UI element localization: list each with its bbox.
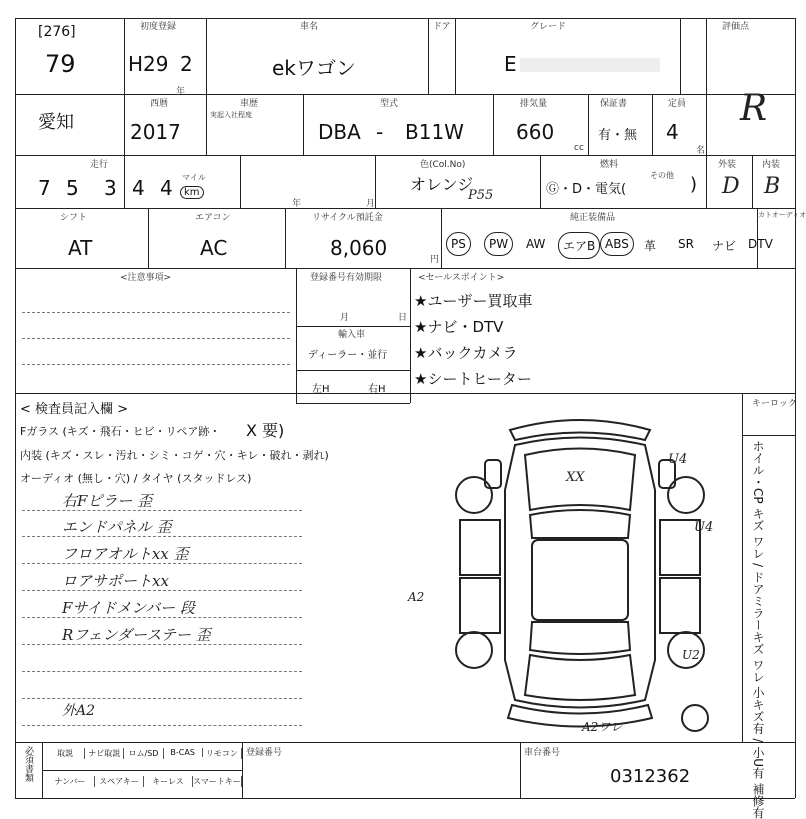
frame-left <box>15 18 16 798</box>
r5-v1 <box>296 268 297 403</box>
r3-v3 <box>540 155 541 208</box>
r3-v2 <box>375 155 376 208</box>
mile-unit: マイル <box>182 173 206 182</box>
month-unit-2: 月 <box>366 199 376 209</box>
mileage-digit-1: 7 <box>38 176 51 200</box>
import-label: 輸入車 <box>338 330 366 340</box>
car-rear-window <box>530 622 630 654</box>
lot-bracket: [276] <box>38 24 76 40</box>
note-line-3 <box>22 563 302 564</box>
color-code: P55 <box>468 188 494 203</box>
r1-v1 <box>124 18 125 208</box>
key-label: キーロック <box>752 399 797 409</box>
wheel-front-right <box>668 477 704 513</box>
note-line-4 <box>22 590 302 591</box>
year-label: 西暦 <box>150 99 169 109</box>
grade-value: E <box>504 52 517 76</box>
row-sep-4 <box>15 268 795 269</box>
b-h1 <box>42 770 242 771</box>
area-value: 愛知 <box>38 112 74 133</box>
row-sep-6 <box>15 742 795 743</box>
r1-v4 <box>455 18 456 94</box>
recycle-yen: 円 <box>430 255 440 265</box>
score-label: 評価点 <box>722 22 750 32</box>
km-unit-text: km <box>184 187 200 198</box>
cc-unit: cc <box>574 143 584 153</box>
chassis-no-label: 車台番号 <box>524 748 561 758</box>
spare-circle <box>682 705 708 731</box>
era-month: 2 <box>180 52 193 76</box>
equipment-extra-label: カトオーディオ <box>758 211 806 219</box>
era-year: H29 <box>128 52 169 76</box>
caution-line-1 <box>22 312 290 313</box>
note-line-7 <box>22 671 302 672</box>
fuel-other: その他 <box>650 171 674 180</box>
grade-label: グレード <box>530 22 567 32</box>
caution-line-2 <box>22 338 290 339</box>
r1-v6 <box>706 18 707 208</box>
capacity-label: 定員 <box>668 99 687 109</box>
r1-v5 <box>680 18 681 94</box>
r5-h-box3 <box>296 403 410 404</box>
wheel-rear-left <box>456 632 492 668</box>
hw-note-3: フロアオルトxx 歪 <box>62 545 189 563</box>
bottom-side-label: 必須書類 <box>23 746 33 782</box>
diagram-mark-u4-top: U4 <box>668 452 688 467</box>
hw-note-bottom: 外A2 <box>62 703 96 719</box>
hw-note-6: Rフェンダーステー 歪 <box>62 626 211 644</box>
diagram-mark-xx: XX <box>566 470 585 485</box>
mileage-digit-4: 4 <box>132 176 145 200</box>
r1-v2 <box>206 18 207 94</box>
sales-point-4: ★シートヒーター <box>414 370 532 388</box>
equipment-item-aw: AW <box>526 237 546 251</box>
check-bottom_checks-0: 取説 <box>46 748 85 759</box>
hw-note-1: 右Fピラー 歪 <box>62 492 153 510</box>
year-unit-2: 年 <box>292 199 302 209</box>
shaken-label: 車歴 <box>240 99 259 109</box>
door-rear-left <box>460 578 500 633</box>
car-trunk <box>525 655 635 700</box>
r2-v4 <box>588 94 589 155</box>
hw-note-5: Fサイドメンバー 段 <box>62 599 195 617</box>
cc-value: 660 <box>516 120 555 144</box>
diagram-mark-a2-bottom: A2ワレ <box>582 720 623 734</box>
row-sep-5 <box>15 393 795 394</box>
r4-v2 <box>285 208 286 268</box>
check-bottom_checks2-0: ナンバー <box>46 776 95 787</box>
car-roof <box>532 540 628 620</box>
wheel-front-left <box>456 477 492 513</box>
equipment-item-ps: PS <box>446 232 471 256</box>
key-col-left <box>742 393 743 742</box>
year-value: 2017 <box>130 120 181 144</box>
sales-points-label: <セールスポイント> <box>418 273 505 283</box>
r2-v5 <box>652 94 653 155</box>
steering-right: 右H <box>368 384 386 395</box>
check-bottom_checks-4: リモコン <box>203 748 242 759</box>
inspector-audio: オーディオ (無し・穴) / タイヤ (スタッドレス) <box>20 472 252 485</box>
check-bottom_checks2-1: スペアキー <box>95 776 144 787</box>
fuel-options: Ⓖ・D・電気( <box>546 182 627 197</box>
year-unit: 年 <box>176 87 186 97</box>
note-line-9 <box>22 725 302 726</box>
key-col-sep <box>742 435 795 436</box>
km-unit-circled <box>180 186 204 199</box>
inspector-glass-mark: X 要) <box>246 421 285 440</box>
interior-value: B <box>764 174 781 199</box>
shift-label: シフト <box>60 213 88 223</box>
caution-line-3 <box>22 364 290 365</box>
reg-no-label: 登録番号 <box>246 748 283 758</box>
equipment-label: 純正装備品 <box>570 213 616 223</box>
grade-redaction <box>520 58 660 72</box>
note-line-6 <box>22 644 302 645</box>
inspector-glass: Fガラス (キズ・飛石・ヒビ・リペア跡・ <box>20 425 221 438</box>
hw-note-4: ロアサポートxx <box>62 572 169 590</box>
sales-point-1: ★ユーザー買取車 <box>414 292 533 310</box>
diagram-mark-u2: U2 <box>682 648 700 662</box>
fuel-label: 燃料 <box>600 160 619 170</box>
equipment-item-abs: ABS <box>600 232 634 256</box>
equipment-list <box>446 230 796 260</box>
color-label: 色(Col.No) <box>420 160 466 170</box>
chassis-no-value: 0312362 <box>610 766 691 787</box>
check-bottom_checks2-3: スマートキー <box>193 777 241 786</box>
model-code-label: 型式 <box>380 99 399 109</box>
shaken-expiry-label: 登録番号有効期限 <box>310 273 383 283</box>
equipment-item-sr: SR <box>678 237 694 251</box>
equipment-item-エアb: エアB <box>558 232 600 259</box>
shift-value: AT <box>68 236 93 260</box>
note-line-5 <box>22 617 302 618</box>
equipment-item-pw: PW <box>484 232 513 256</box>
r3-v4 <box>752 155 753 208</box>
score-value: R <box>740 88 768 129</box>
sales-point-3: ★バックカメラ <box>414 344 518 362</box>
frame-top <box>15 18 795 19</box>
check-bottom_checks2-2: キーレス <box>144 776 193 787</box>
cautions-label: <注意事項> <box>120 273 172 283</box>
model-code-value: B11W <box>405 120 464 144</box>
mileage-digit-2: 5 <box>66 176 79 200</box>
shaken-note: 実起入社程度 <box>210 111 252 119</box>
sales-point-2: ★ナビ・DTV <box>414 318 504 336</box>
model-code-dash: - <box>376 120 384 144</box>
fuel-close: ) <box>690 174 698 195</box>
diagram-mark-a2-left: A2 <box>408 590 425 604</box>
color-value: オレンジ <box>410 175 474 194</box>
ac-value: AC <box>200 236 228 260</box>
model-name: ekワゴン <box>272 56 356 80</box>
r2-v3 <box>493 94 494 155</box>
shaken-month: 月 <box>340 313 350 323</box>
note-line-1 <box>22 510 302 511</box>
r5-v2 <box>410 268 411 403</box>
diagram-mark-u4-right: U4 <box>694 520 714 535</box>
inspector-interior: 内装 (キズ・スレ・汚れ・シミ・コゲ・穴・キレ・破れ・剥れ) <box>20 449 329 462</box>
model-code-prefix: DBA <box>318 120 361 144</box>
ac-label: エアコン <box>195 213 231 223</box>
first-reg-label: 初度登録 <box>140 22 177 32</box>
check-bottom_checks-2: ロム/SD <box>124 748 163 759</box>
recycle-label: リサイクル預託金 <box>312 213 383 223</box>
warranty-value: 有・無 <box>598 128 638 143</box>
inspector-label: < 検査員記入欄 > <box>20 402 129 417</box>
check-bottom_checks-1: ナビ取説 <box>85 748 124 759</box>
row-sep-2 <box>15 155 795 156</box>
check-bottom_checks-3: B-CAS <box>164 748 203 757</box>
r2-v2 <box>303 94 304 155</box>
car-windshield <box>530 510 630 538</box>
note-line-8 <box>22 698 302 699</box>
r3-v1 <box>240 155 241 208</box>
r2-v1 <box>206 94 207 155</box>
capacity-value: 4 <box>666 120 679 144</box>
equipment-item-革: 革 <box>644 239 657 253</box>
b-v3 <box>520 742 521 798</box>
steering-left: 左H <box>312 384 330 395</box>
lot-number: 79 <box>45 50 76 78</box>
recycle-value: 8,060 <box>330 236 388 260</box>
note-line-2 <box>22 536 302 537</box>
door-label: ドア <box>433 22 451 32</box>
shaken-day: 日 <box>398 313 408 323</box>
frame-bottom <box>15 798 795 799</box>
r1-v3 <box>428 18 429 94</box>
door-rear-right <box>660 578 700 633</box>
r4-v3 <box>441 208 442 268</box>
row-sep-1 <box>15 94 795 95</box>
cc-label: 排気量 <box>520 99 548 109</box>
warranty-label: 保証書 <box>600 99 628 109</box>
vertical-notes: ホイル・CP キズ ワレ / ドアミラーキズ ワレ 小キズ有 / 小U有 補修有 <box>751 440 765 819</box>
b-v2 <box>242 742 243 798</box>
r5-h-box2 <box>296 370 410 371</box>
exterior-value: D <box>722 174 740 199</box>
mileage-label: 走行 <box>90 160 109 170</box>
equipment-item-dtv: DTV <box>748 237 773 251</box>
car-diagram <box>440 400 720 740</box>
model-label: 車名 <box>300 22 319 32</box>
interior-label: 内装 <box>762 160 781 170</box>
r4-v1 <box>148 208 149 268</box>
mileage-digit-5: 4 <box>160 176 173 200</box>
dealer-label: ディーラー・並行 <box>308 350 388 361</box>
exterior-label: 外装 <box>718 160 737 170</box>
equipment-item-ナビ: ナビ <box>712 239 737 253</box>
capacity-unit: 名 <box>696 146 706 156</box>
hw-note-2: エンドパネル 歪 <box>62 518 172 536</box>
row-sep-3 <box>15 208 795 209</box>
mileage-digit-3: 3 <box>104 176 117 200</box>
door-front-left <box>460 520 500 575</box>
